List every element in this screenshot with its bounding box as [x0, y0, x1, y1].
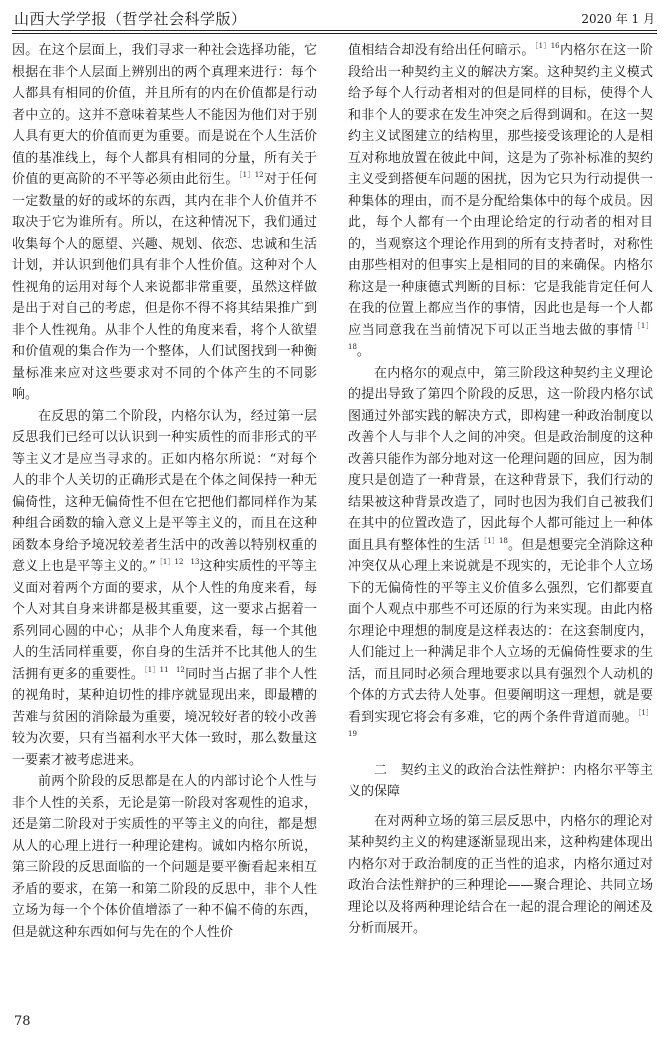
paragraph — [348, 811, 653, 940]
citation-ref: ［1］16 — [534, 42, 560, 50]
paragraph-text: 。但是想要完全消除这种冲突仅从心理上来说就是不现实的，无论非个人立场下的无偏倚性的平等主义价值多么强烈，它们都要直面个人观点中那些不可还原的行为来实现。由此内格尔理论中理想的制度是这样表达的：在这套制度内，人们能过上一种满足非个人立场的无偏倚性要求的生活，而且同时必须合理地要求以具有强烈个人动机的个体的方式去待人处事。但要阐明这一理想，就是要看到实现它将会有多难，它的两个条件背道而驰。 — [348, 537, 653, 725]
right-column — [348, 40, 653, 940]
paragraph — [12, 771, 317, 943]
citation-ref: ［1］19 — [348, 708, 653, 738]
section-heading: 二 契约主义的政治合法性辩护：内格尔平等主义的保障 — [348, 762, 653, 799]
paragraph-text: 这种实质性的平等主义面对着两个方面的要求，从个人性的角度来看，每个人对其自身来讲都是极其重要，这一要求占据着一系列同心圆的中心；从非个人角度来看，每一个其他人的生活同样重要，你自身的生活并不比其他人的生活拥有更多的重要性。 — [12, 559, 317, 682]
paragraph-text: 内格尔在这一阶段给出一种契约主义的解决方案。这种契约主义模式给予每个人行动者相对的但是同样的目标，使得个人和非个人的要求在发生冲突之后得到调和。在这一契约主义试图建立的结构里，那些接受该理论的人是相互对称地放置在彼此中间，这是为了弥补标准的契约主义受到搭便车问题的困扰，因为它只为行动提供一种集体的理由，而不是分配给集体中的每个成员。因此，每个人都有一个由理论给定的行动者的相对目的，当观察这个理论作用到的所有支持者时，对称性由那些相对的但事实上是相同的目的来确保。内格尔称这是一种康德式判断的目标：它是我能肯定任何人在我的位置上都应当作的事情，因此也是每一个人都应当同意我在当前情况下可以正当地去做的事情 — [348, 43, 653, 338]
paragraph-text: 。 — [356, 344, 370, 359]
paragraph — [12, 40, 317, 406]
citation-ref: ［1］12 13 — [155, 558, 200, 566]
paragraph — [348, 363, 653, 750]
journal-title: 山西大学学报（哲学社会科学版） — [14, 10, 247, 28]
header-rule-top — [12, 30, 657, 31]
running-header — [14, 6, 655, 32]
paragraph-text: 前两个阶段的反思都是在人的内部讨论个人性与非个人性的关系，无论是第一阶段对客观性的追求，还是第二阶段对于实质性的平等主义的向往，都是想从人的心理上进行一种理论建构。诚如内格尔所说，第三阶段的反思面临的一个问题是要平衡看起来相互矛盾的要求，在第一和第二阶段的反思中，非个人性立场为每一个个体价值增添了一种不偏不倚的东西，但是就这种东西如何与先在的个人性价 — [12, 774, 317, 940]
paragraph-text: 对于任何一定数量的好的或坏的东西，其内在非个人价值并不取决于它为谁所有。所以，在这种情况下，我们通过收集每个人的愿望、兴趣、规划、依恋、忠诚和生活计划，并认识到他们具有非个人性价值。这种对个人性视角的运用对每个人来说都非常重要，虽然这样做是出于对自己的考虑，但是你不得不将其结果推广到非个人性视角。从非个人性的角度来看，将个人欲望和价值观的集合作为一个整体，人们试图找到一种衡量标准来应对这些要求对不同的个体产生的不同影响。 — [12, 172, 317, 402]
paragraph-text: 在对两种立场的第三层反思中，内格尔的理论对某种契约主义的构建逐渐显现出来，这种构建体现出内格尔对于政治制度的正当性的追求，内格尔通过对政治合法性辩护的三种理论——聚合理论、共同立场理论以及将两种理论结合在一起的混合理论的阐述及分析而展开。 — [348, 813, 653, 936]
citation-ref: ［1］18 — [348, 321, 653, 351]
paragraph-text: 因。在这个层面上，我们寻求一种社会选择功能，它根据在非个人层面上辨别出的两个真理来进行：每个人都具有相同的价值，并且所有的内在价值都是行动者中立的。这并不意味着某些人不能因为他们对于别人具有更大的价值而更为重要。而是说在个人生活价值的基准线上，每个人都具有相同的分量，所有关于价值的更高阶的不平等必须由此衍生。 — [12, 43, 317, 187]
issue-date: 2020 年 1 月 — [581, 12, 655, 26]
paragraph — [12, 406, 317, 772]
citation-ref: ［1］18 — [479, 536, 508, 545]
left-column — [12, 40, 317, 943]
citation-ref: ［1］11 12 — [144, 665, 185, 674]
page-number: 78 — [14, 1014, 31, 1029]
header-rule-bottom — [12, 33, 657, 34]
paragraph-text: 值相结合却没有给出任何暗示。 — [348, 43, 535, 58]
citation-ref: ［1］12 — [238, 171, 264, 179]
paragraph-text: 在内格尔的观点中，第三阶段这种契约主义理论的提出导致了第四个阶段的反思，这一阶段内格尔试图通过外部实践的解决方式，即构建一种政治制度以改善个人与非个人之间的冲突。但是政治制度的这种改善只能作为部分地对这一伦理问题的回应，因为制度只是创造了一种背景，在这种背景下，我们行动的结果被这种背景改造了，同时也因为我们自己被我们在其中的位置改造了，因此每个人都可能过上一种体面且具有整体性的生活 — [348, 365, 653, 553]
paragraph-text: 在反思的第二个阶段，内格尔认为，经过第一层反思我们已经可以认识到一种实质性的而非形式的平等主义才是应当寻求的。正如内格尔所说：“对每个人的非个人关切的正确形式是在个体之间保持一种无偏倚性，这种无偏倚性不但在它把他们都同样作为某种组合函数的输入意义上是平等主义的，而且在这种函数本身给予境况较差者生活中的改善以特别权重的意义上也是平等主义的。” — [12, 408, 317, 574]
paragraph — [348, 40, 653, 363]
paragraph-text: 同时当占据了非个人性的视角时，某种迫切性的排序就显现出来，即最糟的苦难与贫困的消除最为重要，境况较好者的较小改善较为次要，只有当福利水平大体一致时，那么数量这一要素才被考虑进来。 — [12, 666, 317, 768]
